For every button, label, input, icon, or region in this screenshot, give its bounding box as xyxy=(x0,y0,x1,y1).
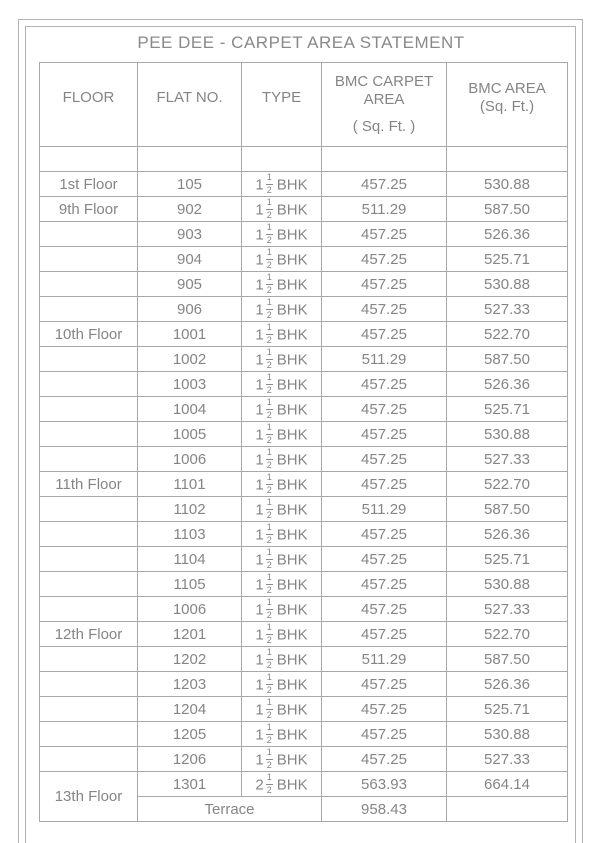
table-row xyxy=(40,722,568,747)
cell-type xyxy=(242,522,322,547)
type-unit: BHK xyxy=(276,726,308,744)
spacer-row xyxy=(40,147,568,172)
cell-area: 525.71 xyxy=(447,397,568,422)
cell-type xyxy=(242,147,322,172)
type-whole-number: 1 xyxy=(255,751,264,769)
cell-area: 525.71 xyxy=(447,547,568,572)
cell-type xyxy=(242,622,322,647)
type-whole-number: 1 xyxy=(255,451,264,469)
table-row xyxy=(40,597,568,622)
cell-type xyxy=(242,547,322,572)
cell-type xyxy=(242,747,322,772)
cell-flat: 903 xyxy=(138,222,242,247)
cell-type xyxy=(242,247,322,272)
type-unit: BHK xyxy=(276,251,308,269)
cell-area: 526.36 xyxy=(447,372,568,397)
type-unit: BHK xyxy=(276,226,308,244)
type-whole-number: 1 xyxy=(255,226,264,244)
type-unit: BHK xyxy=(276,501,308,519)
cell-area: 527.33 xyxy=(447,297,568,322)
cell-type xyxy=(242,697,322,722)
cell-carpet: 457.25 xyxy=(322,447,447,472)
type-fraction: $\frac{1}{2}$ xyxy=(266,447,272,470)
type-whole-number: 1 xyxy=(255,726,264,744)
cell-floor xyxy=(40,497,138,522)
type-fraction: $\frac{1}{2}$ xyxy=(266,522,272,545)
cell-flat: 105 xyxy=(138,172,242,197)
type-whole-number: 1 xyxy=(255,601,264,619)
type-unit: BHK xyxy=(276,651,308,669)
table-row xyxy=(40,697,568,722)
cell-flat: 1203 xyxy=(138,672,242,697)
table-row xyxy=(40,397,568,422)
cell-floor: 9th Floor xyxy=(40,197,138,222)
cell-floor xyxy=(40,297,138,322)
table-row xyxy=(40,197,568,222)
cell-flat: 1101 xyxy=(138,472,242,497)
cell-carpet: 457.25 xyxy=(322,722,447,747)
cell-floor xyxy=(40,647,138,672)
cell-area: 527.33 xyxy=(447,447,568,472)
type-unit: BHK xyxy=(276,301,308,319)
cell-type xyxy=(242,422,322,447)
type-whole-number: 1 xyxy=(255,526,264,544)
table-row xyxy=(40,322,568,347)
column-header-type: TYPE xyxy=(242,63,322,147)
cell-carpet: 457.25 xyxy=(322,322,447,347)
cell-carpet: 457.25 xyxy=(322,522,447,547)
cell-carpet: 457.25 xyxy=(322,247,447,272)
column-header-bmc-carpet-area: BMC CARPET AREA ( Sq. Ft. ) xyxy=(322,63,447,147)
cell-flat: 902 xyxy=(138,197,242,222)
cell-flat xyxy=(138,147,242,172)
cell-type xyxy=(242,472,322,497)
type-whole-number: 1 xyxy=(255,701,264,719)
cell-area xyxy=(447,797,568,822)
cell-floor: 12th Floor xyxy=(40,622,138,647)
cell-terrace: Terrace xyxy=(138,797,322,822)
cell-type xyxy=(242,222,322,247)
cell-floor xyxy=(40,147,138,172)
type-unit: BHK xyxy=(276,576,308,594)
cell-area: 522.70 xyxy=(447,622,568,647)
cell-flat: 1103 xyxy=(138,522,242,547)
cell-floor xyxy=(40,697,138,722)
type-fraction: $\frac{1}{2}$ xyxy=(266,497,272,520)
table-row xyxy=(40,247,568,272)
cell-area: 587.50 xyxy=(447,647,568,672)
cell-floor xyxy=(40,672,138,697)
type-unit: BHK xyxy=(276,526,308,544)
type-fraction: $\frac{1}{2}$ xyxy=(266,197,272,220)
cell-flat: 905 xyxy=(138,272,242,297)
cell-carpet: 511.29 xyxy=(322,197,447,222)
cell-area: 522.70 xyxy=(447,472,568,497)
table-row xyxy=(40,622,568,647)
cell-carpet: 511.29 xyxy=(322,497,447,522)
table-row xyxy=(40,272,568,297)
type-unit: BHK xyxy=(276,426,308,444)
type-fraction: $\frac{1}{2}$ xyxy=(266,572,272,595)
cell-carpet: 457.25 xyxy=(322,472,447,497)
type-whole-number: 1 xyxy=(255,551,264,569)
cell-area: 530.88 xyxy=(447,172,568,197)
cell-area: 530.88 xyxy=(447,272,568,297)
table-row xyxy=(40,522,568,547)
cell-carpet: 457.25 xyxy=(322,172,447,197)
cell-flat: 1002 xyxy=(138,347,242,372)
cell-flat: 1001 xyxy=(138,322,242,347)
type-unit: BHK xyxy=(276,201,308,219)
type-unit: BHK xyxy=(276,401,308,419)
cell-flat: 1005 xyxy=(138,422,242,447)
cell-carpet: 457.25 xyxy=(322,297,447,322)
column-header-floor: FLOOR xyxy=(40,63,138,147)
type-whole-number: 1 xyxy=(255,626,264,644)
table-body xyxy=(40,147,568,822)
table-row xyxy=(40,772,568,797)
column-header-flat-no: FLAT NO. xyxy=(138,63,242,147)
type-unit: BHK xyxy=(276,451,308,469)
cell-area xyxy=(447,147,568,172)
cell-carpet: 457.25 xyxy=(322,572,447,597)
type-whole-number: 1 xyxy=(255,326,264,344)
table-row xyxy=(40,372,568,397)
cell-carpet: 457.25 xyxy=(322,397,447,422)
type-unit: BHK xyxy=(276,601,308,619)
cell-flat: 1006 xyxy=(138,597,242,622)
cell-carpet xyxy=(322,147,447,172)
type-whole-number: 1 xyxy=(255,251,264,269)
type-whole-number: 1 xyxy=(255,351,264,369)
column-header-bmc-area: BMC AREA (Sq. Ft.) xyxy=(447,63,568,147)
cell-type xyxy=(242,672,322,697)
cell-type xyxy=(242,722,322,747)
type-whole-number: 1 xyxy=(255,276,264,294)
type-unit: BHK xyxy=(276,376,308,394)
type-whole-number: 1 xyxy=(255,501,264,519)
cell-flat: 1205 xyxy=(138,722,242,747)
table-header xyxy=(40,63,568,147)
table-row xyxy=(40,497,568,522)
cell-type xyxy=(242,297,322,322)
type-fraction: $\frac{1}{2}$ xyxy=(266,372,272,395)
type-fraction: $\frac{1}{2}$ xyxy=(266,747,272,770)
type-fraction: $\frac{1}{2}$ xyxy=(266,272,272,295)
type-fraction: $\frac{1}{2}$ xyxy=(266,297,272,320)
cell-carpet: 563.93 xyxy=(322,772,447,797)
cell-carpet: 457.25 xyxy=(322,222,447,247)
type-whole-number: 1 xyxy=(255,476,264,494)
cell-area: 527.33 xyxy=(447,597,568,622)
cell-carpet: 457.25 xyxy=(322,597,447,622)
cell-area: 587.50 xyxy=(447,497,568,522)
type-fraction: $\frac{1}{2}$ xyxy=(266,772,272,795)
table-row xyxy=(40,222,568,247)
cell-floor xyxy=(40,397,138,422)
type-unit: BHK xyxy=(276,176,308,194)
type-whole-number: 1 xyxy=(255,176,264,194)
cell-flat: 904 xyxy=(138,247,242,272)
type-whole-number: 1 xyxy=(255,676,264,694)
cell-carpet: 457.25 xyxy=(322,372,447,397)
table-row xyxy=(40,422,568,447)
cell-floor xyxy=(40,572,138,597)
cell-area: 587.50 xyxy=(447,197,568,222)
cell-area: 530.88 xyxy=(447,422,568,447)
cell-floor: 11th Floor xyxy=(40,472,138,497)
cell-area: 530.88 xyxy=(447,722,568,747)
cell-carpet: 958.43 xyxy=(322,797,447,822)
cell-floor xyxy=(40,247,138,272)
type-fraction: $\frac{1}{2}$ xyxy=(266,697,272,720)
type-fraction: $\frac{1}{2}$ xyxy=(266,247,272,270)
cell-floor xyxy=(40,597,138,622)
type-fraction: $\frac{1}{2}$ xyxy=(266,672,272,695)
cell-carpet: 457.25 xyxy=(322,422,447,447)
cell-carpet: 457.25 xyxy=(322,547,447,572)
cell-flat: 1105 xyxy=(138,572,242,597)
cell-flat: 1102 xyxy=(138,497,242,522)
cell-type xyxy=(242,772,322,797)
cell-flat: 1201 xyxy=(138,622,242,647)
cell-area: 525.71 xyxy=(447,697,568,722)
cell-carpet: 457.25 xyxy=(322,747,447,772)
type-whole-number: 1 xyxy=(255,401,264,419)
cell-type xyxy=(242,172,322,197)
type-unit: BHK xyxy=(276,751,308,769)
cell-floor xyxy=(40,547,138,572)
type-fraction: $\frac{1}{2}$ xyxy=(266,322,272,345)
type-whole-number: 1 xyxy=(255,426,264,444)
type-fraction: $\frac{1}{2}$ xyxy=(266,397,272,420)
cell-floor xyxy=(40,747,138,772)
type-whole-number: 1 xyxy=(255,376,264,394)
type-whole-number: 1 xyxy=(255,201,264,219)
cell-area: 587.50 xyxy=(447,347,568,372)
type-fraction: $\frac{1}{2}$ xyxy=(266,422,272,445)
cell-type xyxy=(242,597,322,622)
type-unit: BHK xyxy=(276,551,308,569)
cell-type xyxy=(242,347,322,372)
cell-floor xyxy=(40,422,138,447)
type-unit: BHK xyxy=(276,476,308,494)
cell-flat: 1006 xyxy=(138,447,242,472)
type-unit: BHK xyxy=(276,326,308,344)
cell-area: 530.88 xyxy=(447,572,568,597)
table-row xyxy=(40,747,568,772)
cell-type xyxy=(242,197,322,222)
cell-type xyxy=(242,647,322,672)
cell-floor xyxy=(40,522,138,547)
type-whole-number: 1 xyxy=(255,576,264,594)
table-row xyxy=(40,572,568,597)
table-row xyxy=(40,347,568,372)
type-fraction: $\frac{1}{2}$ xyxy=(266,347,272,370)
cell-floor xyxy=(40,347,138,372)
cell-carpet: 457.25 xyxy=(322,672,447,697)
cell-area: 526.36 xyxy=(447,222,568,247)
cell-flat: 1301 xyxy=(138,772,242,797)
cell-floor: 1st Floor xyxy=(40,172,138,197)
type-fraction: $\frac{1}{2}$ xyxy=(266,647,272,670)
page-title: PEE DEE - CARPET AREA STATEMENT xyxy=(137,33,465,52)
cell-type xyxy=(242,497,322,522)
table-row xyxy=(40,297,568,322)
cell-area: 526.36 xyxy=(447,672,568,697)
type-fraction: $\frac{1}{2}$ xyxy=(266,472,272,495)
cell-floor xyxy=(40,447,138,472)
cell-carpet: 511.29 xyxy=(322,347,447,372)
table-row xyxy=(40,547,568,572)
cell-flat: 1206 xyxy=(138,747,242,772)
cell-floor: 13th Floor xyxy=(40,772,138,822)
cell-carpet: 457.25 xyxy=(322,272,447,297)
type-unit: BHK xyxy=(276,701,308,719)
cell-floor xyxy=(40,372,138,397)
type-fraction: $\frac{1}{2}$ xyxy=(266,722,272,745)
type-fraction: $\frac{1}{2}$ xyxy=(266,547,272,570)
cell-area: 525.71 xyxy=(447,247,568,272)
type-whole-number: 1 xyxy=(255,651,264,669)
cell-type xyxy=(242,447,322,472)
cell-flat: 1003 xyxy=(138,372,242,397)
type-unit: BHK xyxy=(276,776,308,794)
type-unit: BHK xyxy=(276,351,308,369)
table-row xyxy=(40,647,568,672)
cell-type xyxy=(242,272,322,297)
cell-floor xyxy=(40,722,138,747)
type-fraction: $\frac{1}{2}$ xyxy=(266,622,272,645)
type-fraction: $\frac{1}{2}$ xyxy=(266,172,272,195)
cell-flat: 1004 xyxy=(138,397,242,422)
cell-flat: 1204 xyxy=(138,697,242,722)
type-unit: BHK xyxy=(276,626,308,644)
table-row xyxy=(40,172,568,197)
carpet-area-table xyxy=(39,62,568,822)
cell-carpet: 511.29 xyxy=(322,647,447,672)
cell-flat: 906 xyxy=(138,297,242,322)
cell-flat: 1202 xyxy=(138,647,242,672)
cell-type xyxy=(242,322,322,347)
cell-area: 527.33 xyxy=(447,747,568,772)
type-unit: BHK xyxy=(276,676,308,694)
cell-floor xyxy=(40,272,138,297)
cell-carpet: 457.25 xyxy=(322,622,447,647)
type-fraction: $\frac{1}{2}$ xyxy=(266,222,272,245)
table-row xyxy=(40,472,568,497)
cell-area: 664.14 xyxy=(447,772,568,797)
cell-floor: 10th Floor xyxy=(40,322,138,347)
type-whole-number: 2 xyxy=(255,776,264,794)
table-row xyxy=(40,672,568,697)
cell-area: 526.36 xyxy=(447,522,568,547)
header-row xyxy=(40,63,568,147)
cell-type xyxy=(242,397,322,422)
cell-flat: 1104 xyxy=(138,547,242,572)
cell-type xyxy=(242,372,322,397)
cell-floor xyxy=(40,222,138,247)
type-fraction: $\frac{1}{2}$ xyxy=(266,597,272,620)
type-whole-number: 1 xyxy=(255,301,264,319)
cell-area: 522.70 xyxy=(447,322,568,347)
table-row xyxy=(40,447,568,472)
cell-carpet: 457.25 xyxy=(322,697,447,722)
type-unit: BHK xyxy=(276,276,308,294)
cell-type xyxy=(242,572,322,597)
